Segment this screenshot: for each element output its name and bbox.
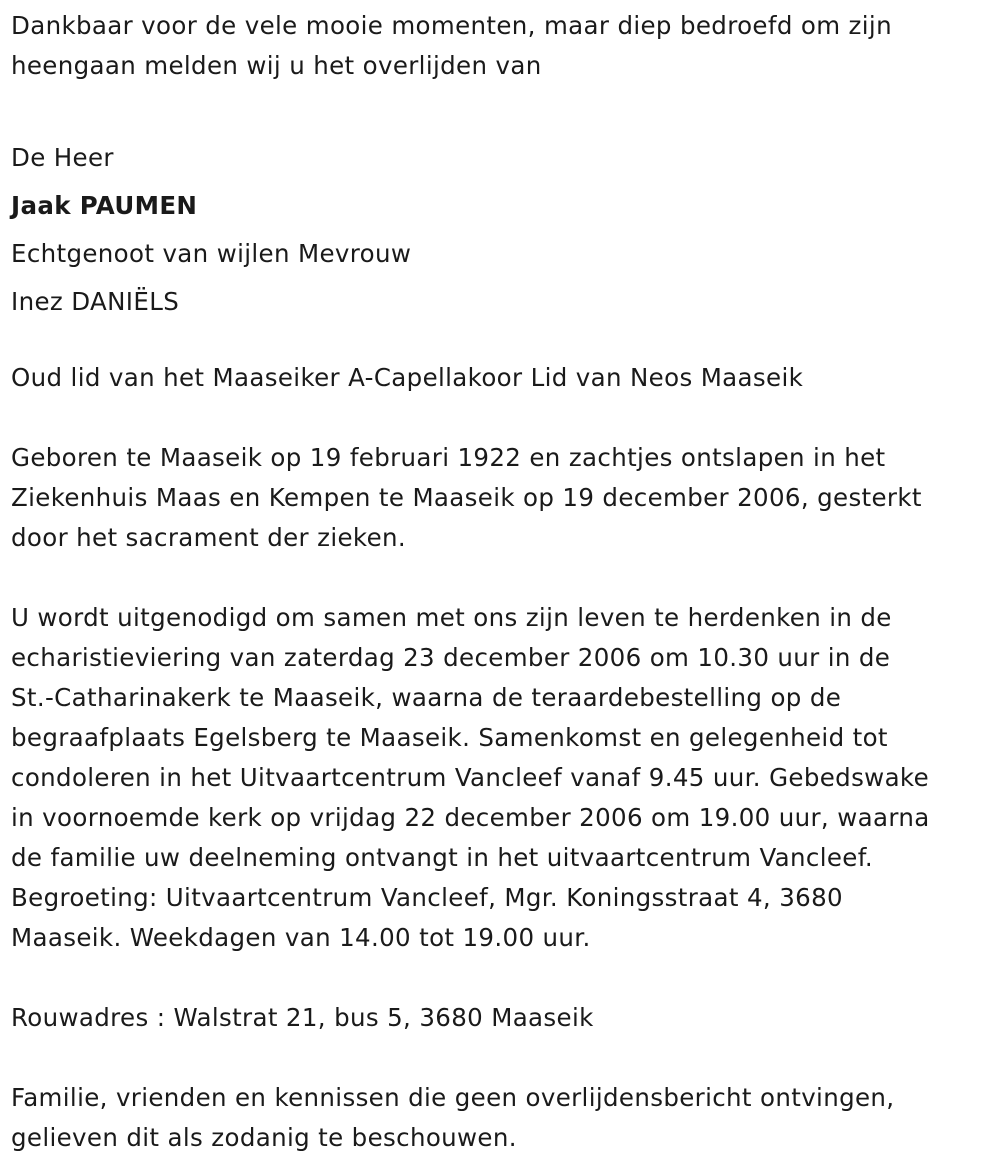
intro-line: Dankbaar voor de vele mooie momenten, maar diep bedroefd om zijn (11, 11, 892, 40)
deceased-block (11, 134, 996, 326)
closing-line: gelieven dit als zodanig te beschouwen. (11, 1123, 517, 1152)
ceremony-line: echaristieviering van zaterdag 23 december 2006 om 10.30 uur in de (11, 643, 891, 672)
closing-paragraph (11, 1078, 996, 1158)
title-prefix: De Heer (11, 143, 114, 172)
ceremony-line: Begroeting: Uitvaartcentrum Vancleef, Mgr. Koningsstraat 4, 3680 (11, 883, 843, 912)
closing-line: Familie, vrienden en kennissen die geen overlijdensbericht ontvingen, (11, 1083, 895, 1112)
birth-death-line: Ziekenhuis Maas en Kempen te Maaseik op 19 december 2006, gesterkt (11, 483, 922, 512)
ceremony-line: condoleren in het Uitvaartcentrum Vancleef vanaf 9.45 uur. Gebedswake (11, 763, 930, 792)
spouse-line: Echtgenoot van wijlen Mevrouw (11, 239, 412, 268)
mourning-address: Rouwadres : Walstrat 21, bus 5, 3680 Maaseik (11, 1003, 594, 1032)
intro-paragraph (11, 6, 996, 86)
death-notice (11, 6, 996, 1158)
birth-death-line: Geboren te Maaseik op 19 februari 1922 en zachtjes ontslapen in het (11, 443, 886, 472)
intro-line: heengaan melden wij u het overlijden van (11, 51, 542, 80)
spouse-name: Inez DANIËLS (11, 287, 180, 316)
birth-death-paragraph (11, 438, 996, 558)
birth-death-line: door het sacrament der zieken. (11, 523, 407, 552)
ceremony-paragraph (11, 598, 996, 958)
ceremony-line: de familie uw deelneming ontvangt in het uitvaartcentrum Vancleef. (11, 843, 874, 872)
ceremony-line: St.-Catharinakerk te Maaseik, waarna de teraardebestelling op de (11, 683, 842, 712)
ceremony-line: begraafplaats Egelsberg te Maaseik. Samenkomst en gelegenheid tot (11, 723, 888, 752)
deceased-name: Jaak PAUMEN (11, 191, 198, 220)
membership-line: Oud lid van het Maaseiker A-Capellakoor Lid van Neos Maaseik (11, 363, 804, 392)
ceremony-line: Maaseik. Weekdagen van 14.00 tot 19.00 uur. (11, 923, 591, 952)
ceremony-line: in voornoemde kerk op vrijdag 22 december 2006 om 19.00 uur, waarna (11, 803, 930, 832)
ceremony-line: U wordt uitgenodigd om samen met ons zijn leven te herdenken in de (11, 603, 892, 632)
